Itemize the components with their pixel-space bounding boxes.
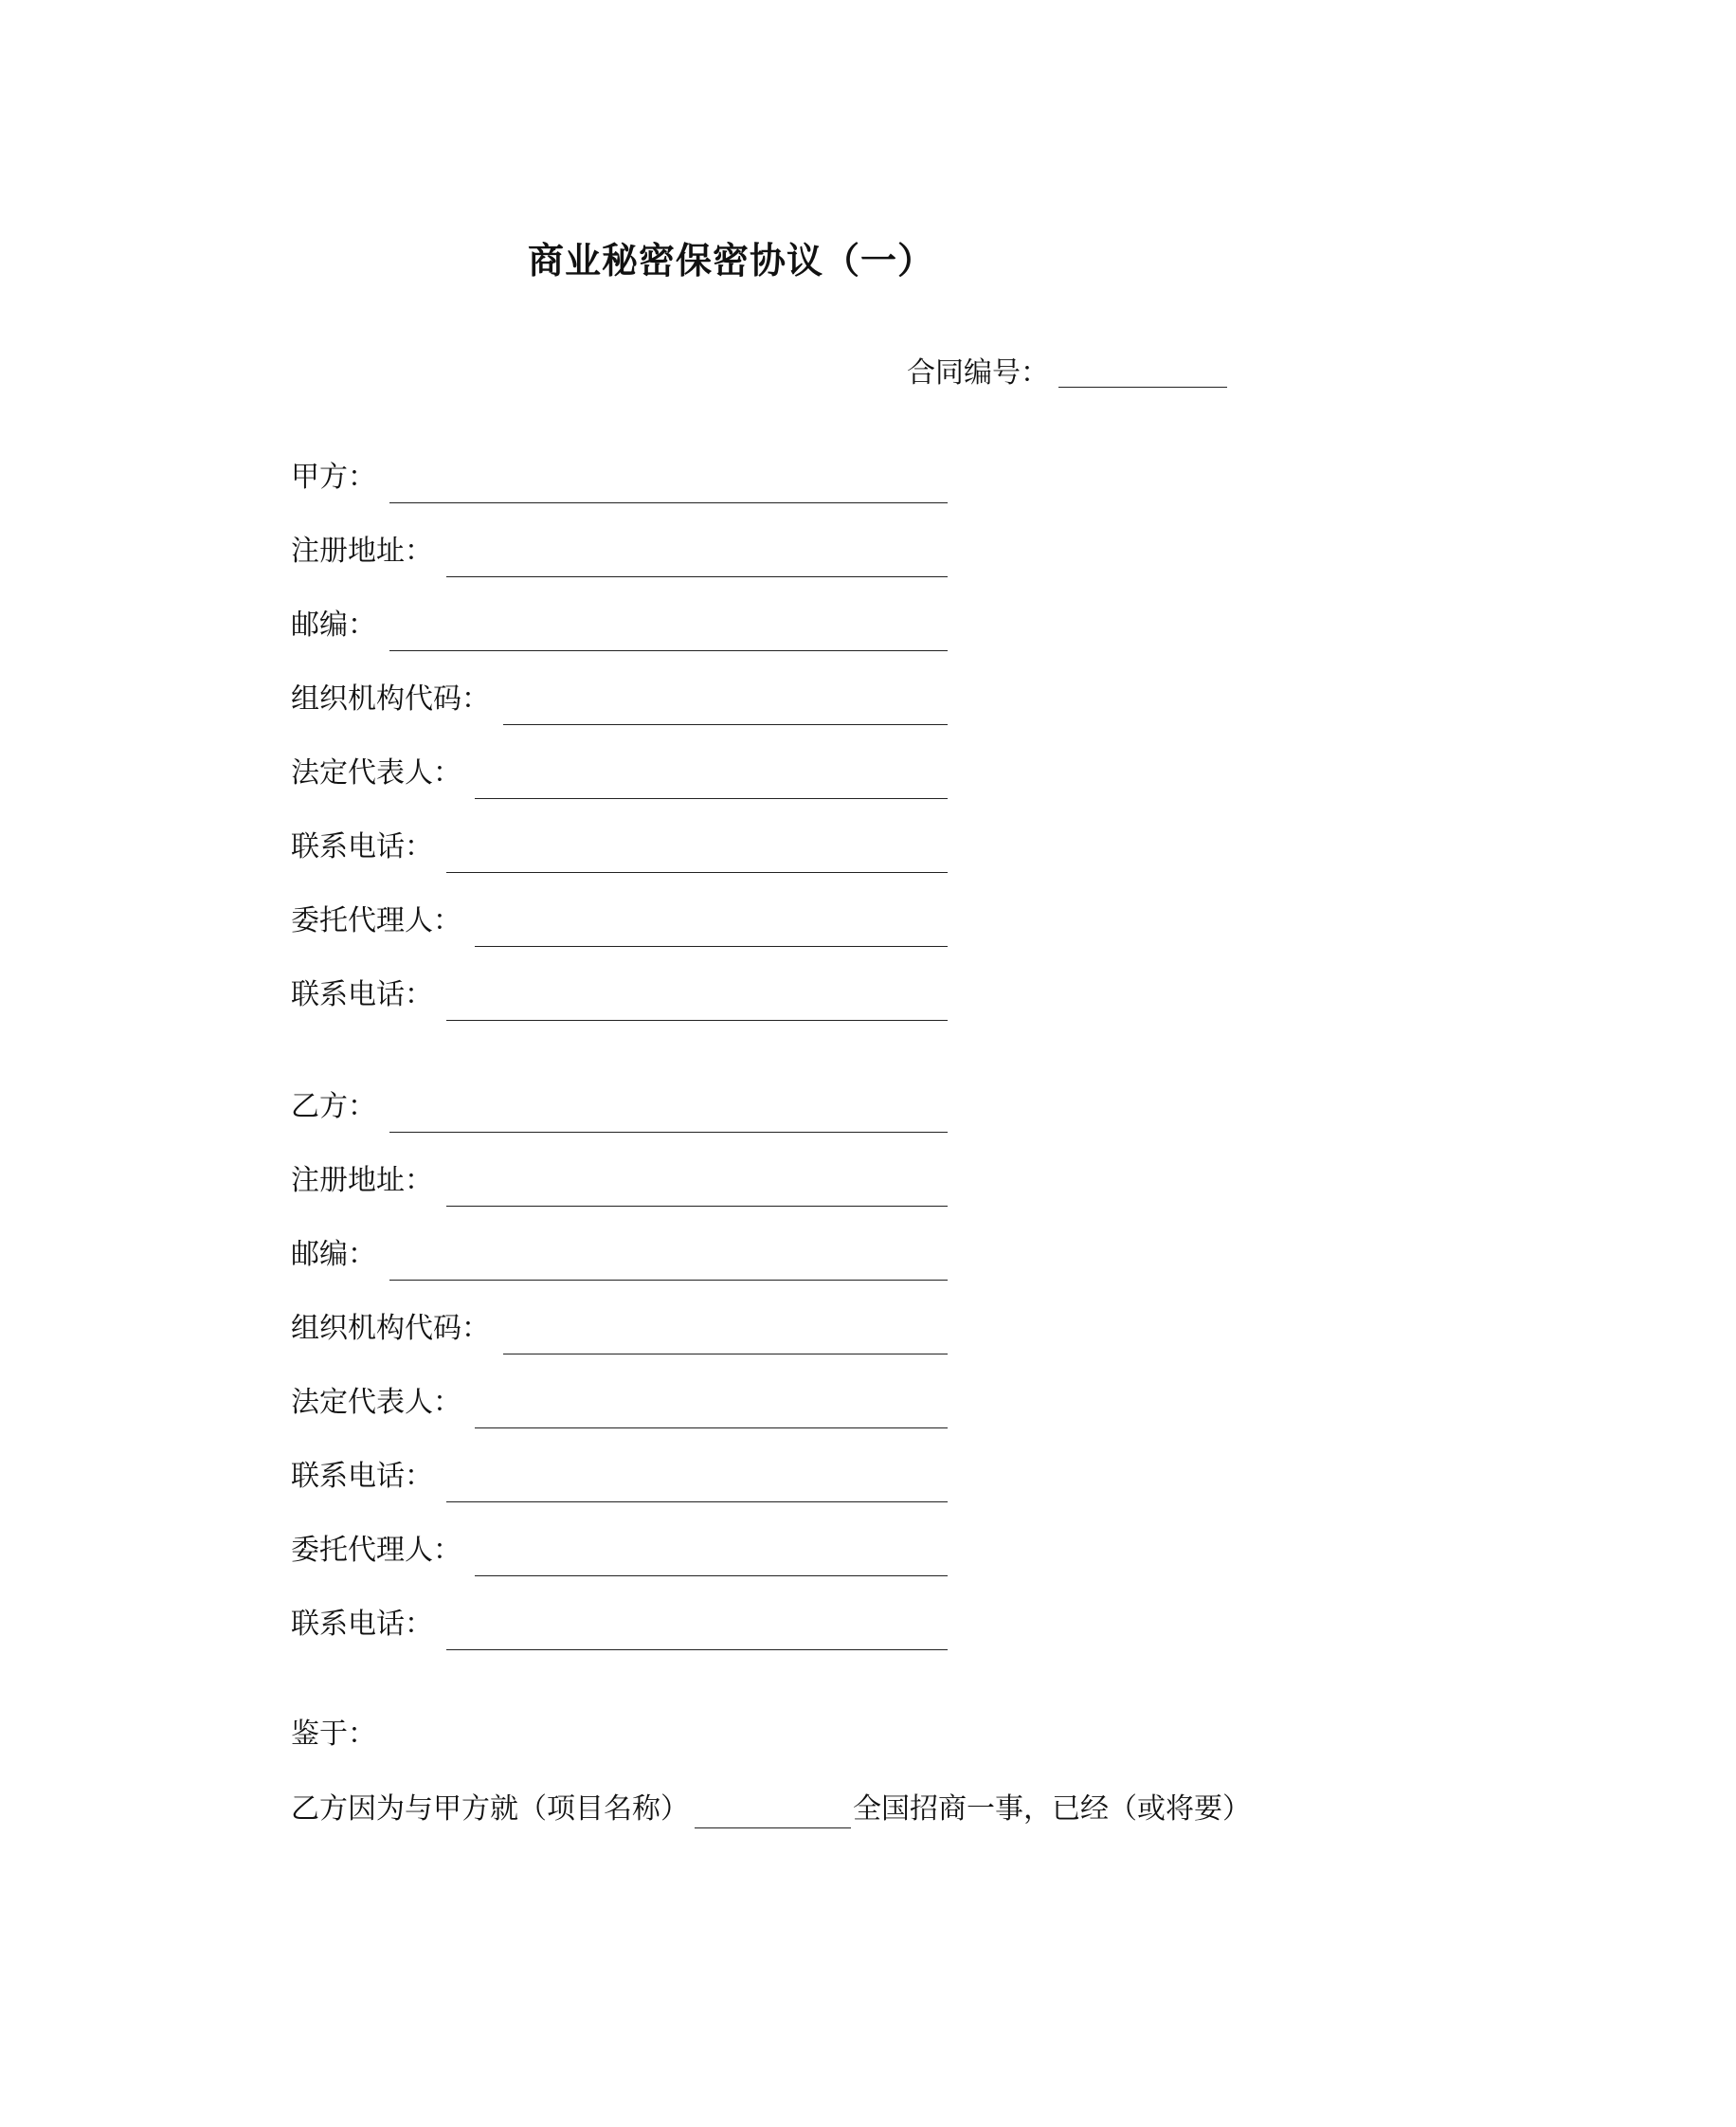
party-b-org-code-row — [291, 1310, 948, 1357]
field-blank[interactable] — [389, 607, 948, 651]
field-label: 组织机构代码： — [291, 1312, 490, 1345]
field-blank[interactable] — [389, 1088, 948, 1133]
party-a-org-code-row — [291, 681, 948, 728]
field-label: 联系电话： — [291, 978, 433, 1011]
field-blank[interactable] — [475, 902, 948, 947]
project-name-blank[interactable] — [695, 1790, 851, 1828]
field-blank[interactable] — [446, 976, 948, 1021]
party-a-name-row — [291, 459, 948, 506]
field-label: 组织机构代码： — [291, 682, 490, 716]
party-a-postcode-row — [291, 607, 948, 654]
party-a-phone-row — [291, 828, 948, 876]
field-blank[interactable] — [389, 459, 948, 503]
field-blank[interactable] — [503, 681, 948, 725]
field-label: 乙方： — [291, 1090, 376, 1123]
party-b-phone-row — [291, 1458, 948, 1505]
field-label: 联系电话： — [291, 1460, 433, 1493]
party-b-address-row — [291, 1162, 948, 1209]
party-a-address-row — [291, 533, 948, 580]
party-a-agent-row — [291, 902, 948, 950]
clause-suffix: 全国招商一事，已经（或将要） — [853, 1792, 1251, 1826]
contract-number-label: 合同编号： — [907, 356, 1049, 390]
field-label: 法定代表人： — [291, 1386, 461, 1419]
field-label: 邮编： — [291, 1238, 376, 1271]
party-a-agent-phone-row — [291, 976, 948, 1024]
field-blank[interactable] — [389, 1236, 948, 1281]
field-label: 联系电话： — [291, 830, 433, 864]
field-blank[interactable] — [475, 1384, 948, 1428]
whereas-heading: 鉴于： — [291, 1718, 376, 1751]
field-blank[interactable] — [446, 1458, 948, 1502]
contract-number-line — [907, 349, 1227, 392]
field-label: 委托代理人： — [291, 1534, 461, 1567]
party-b-postcode-row — [291, 1236, 948, 1283]
field-label: 邮编： — [291, 609, 376, 642]
party-b-name-row — [291, 1088, 948, 1136]
field-blank[interactable] — [503, 1310, 948, 1354]
field-label: 甲方： — [291, 461, 376, 494]
field-blank[interactable] — [475, 754, 948, 799]
field-label: 注册地址： — [291, 535, 433, 568]
field-label: 法定代表人： — [291, 756, 461, 790]
clause-paragraph — [291, 1790, 1251, 1828]
party-b-legal-rep-row — [291, 1384, 948, 1431]
field-blank[interactable] — [446, 533, 948, 577]
contract-number-blank[interactable] — [1058, 349, 1227, 388]
field-label: 委托代理人： — [291, 904, 461, 937]
field-blank[interactable] — [446, 1162, 948, 1207]
clause-prefix: 乙方因为与甲方就（项目名称） — [291, 1792, 689, 1826]
field-label: 注册地址： — [291, 1164, 433, 1197]
party-b-agent-phone-row — [291, 1606, 948, 1653]
document-title: 商业秘密保密协议（一） — [528, 240, 935, 282]
party-b-agent-row — [291, 1532, 948, 1579]
field-blank[interactable] — [446, 828, 948, 873]
party-a-legal-rep-row — [291, 754, 948, 802]
field-blank[interactable] — [446, 1606, 948, 1650]
field-blank[interactable] — [475, 1532, 948, 1576]
field-label: 联系电话： — [291, 1608, 433, 1641]
